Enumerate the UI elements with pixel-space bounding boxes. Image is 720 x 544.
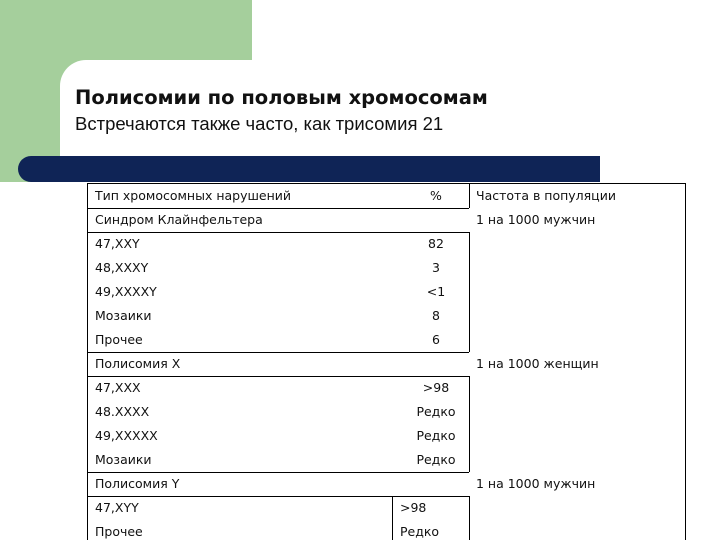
table-row-type: 48.XXXX [95, 404, 150, 419]
header-percent: % [430, 188, 442, 203]
table-row-type: 49,XXXXY [95, 284, 157, 299]
table-row-percent: 6 [432, 332, 440, 347]
column-divider [392, 496, 393, 540]
table-row-percent: Редко [416, 404, 456, 419]
table-row-percent: Редко [400, 524, 440, 539]
decorative-navy-bar [18, 156, 600, 182]
table-row-percent: Редко [416, 428, 456, 443]
table-row-type: Мозаики [95, 308, 152, 323]
table-row-percent: >98 [422, 380, 450, 395]
table-row-percent: 3 [432, 260, 440, 275]
header-col-divider [469, 183, 470, 208]
group-frequency-polysomy-y: 1 на 1000 мужчин [476, 476, 596, 491]
table-row-percent: Редко [416, 452, 456, 467]
table-row-type: 47,XXX [95, 380, 141, 395]
table-border-right [685, 183, 686, 540]
table-row-type: Прочее [95, 524, 143, 539]
table-row-type: 49,XXXXX [95, 428, 158, 443]
group-frequency-klinefelter: 1 на 1000 мужчин [476, 212, 596, 227]
polysomy-table [87, 183, 686, 540]
header-frequency: Частота в популяции [476, 188, 616, 203]
table-row-percent: <1 [426, 284, 446, 299]
group-name-klinefelter: Синдром Клайнфельтера [95, 212, 263, 227]
table-row-percent: >98 [400, 500, 427, 515]
group-name-polysomy-y: Полисомия Y [95, 476, 180, 491]
group-name-polysomy-x: Полисомия X [95, 356, 181, 371]
decorative-green-strip [0, 0, 60, 182]
page-subtitle: Встречаются также часто, как трисомия 21 [75, 113, 444, 134]
table-row-type: Прочее [95, 332, 143, 347]
table-row-percent: 82 [428, 236, 444, 251]
table-border-left [87, 183, 88, 540]
page-title: Полисомии по половым хромосомам [75, 86, 488, 109]
table-row-type: 47,XXY [95, 236, 140, 251]
table-row-percent: 8 [432, 308, 440, 323]
table-row-type: 47,XYY [95, 500, 139, 515]
group-frequency-polysomy-x: 1 на 1000 женщин [476, 356, 599, 371]
header-type: Тип хромосомных нарушений [95, 188, 292, 203]
table-row-type: 48,XXXY [95, 260, 149, 275]
table-row-type: Мозаики [95, 452, 152, 467]
